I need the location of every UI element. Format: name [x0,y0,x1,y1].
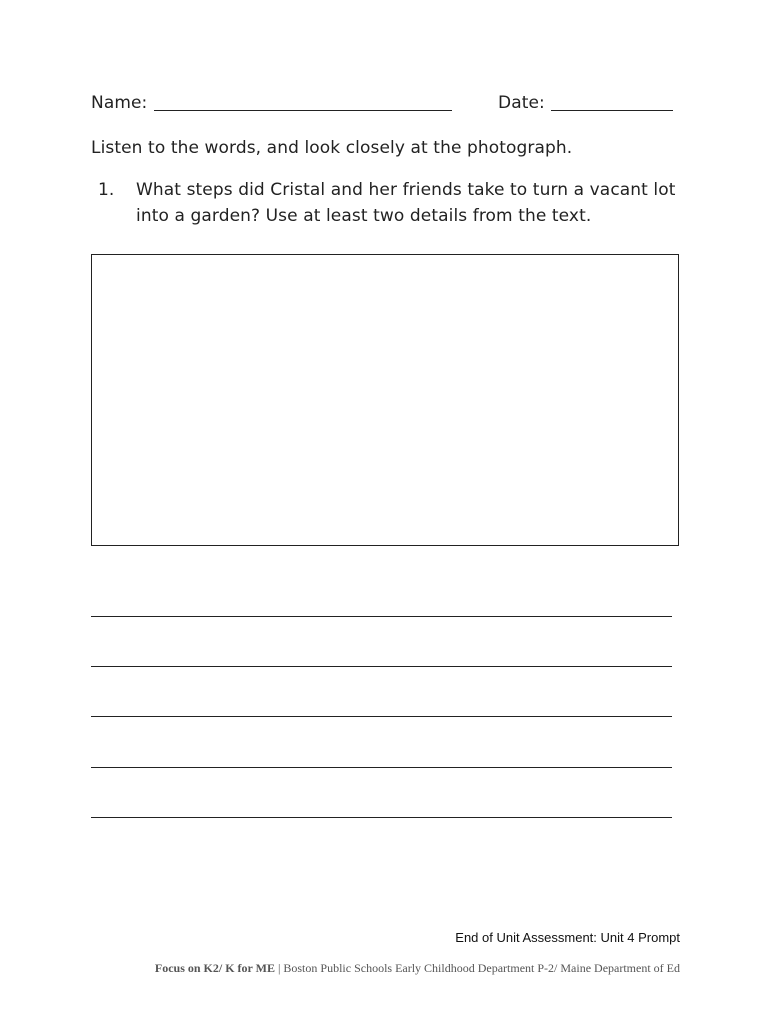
question-line-2: into a garden? Use at least two details from the text. [136,206,592,226]
footer-credit-rest: | Boston Public Schools Early Childhood Department P-2/ Maine Department of Ed [274,961,680,975]
footer-credit [155,961,680,976]
question-number: 1. [98,180,115,200]
writing-line[interactable] [91,616,672,617]
question-line-1: What steps did Cristal and her friends take to turn a vacant lot [136,180,676,200]
name-field[interactable] [154,96,452,111]
writing-line[interactable] [91,767,672,768]
name-label: Name: [91,93,148,113]
writing-line[interactable] [91,817,672,818]
writing-line[interactable] [91,716,672,717]
instructions-text: Listen to the words, and look closely at the photograph. [91,138,573,158]
drawing-box[interactable] [91,254,679,546]
footer-credit-bold: Focus on K2/ K for ME [154,961,275,975]
writing-line[interactable] [91,666,672,667]
date-label: Date: [498,93,545,113]
date-field[interactable] [551,96,673,111]
footer-title: End of Unit Assessment: Unit 4 Prompt [455,930,680,945]
